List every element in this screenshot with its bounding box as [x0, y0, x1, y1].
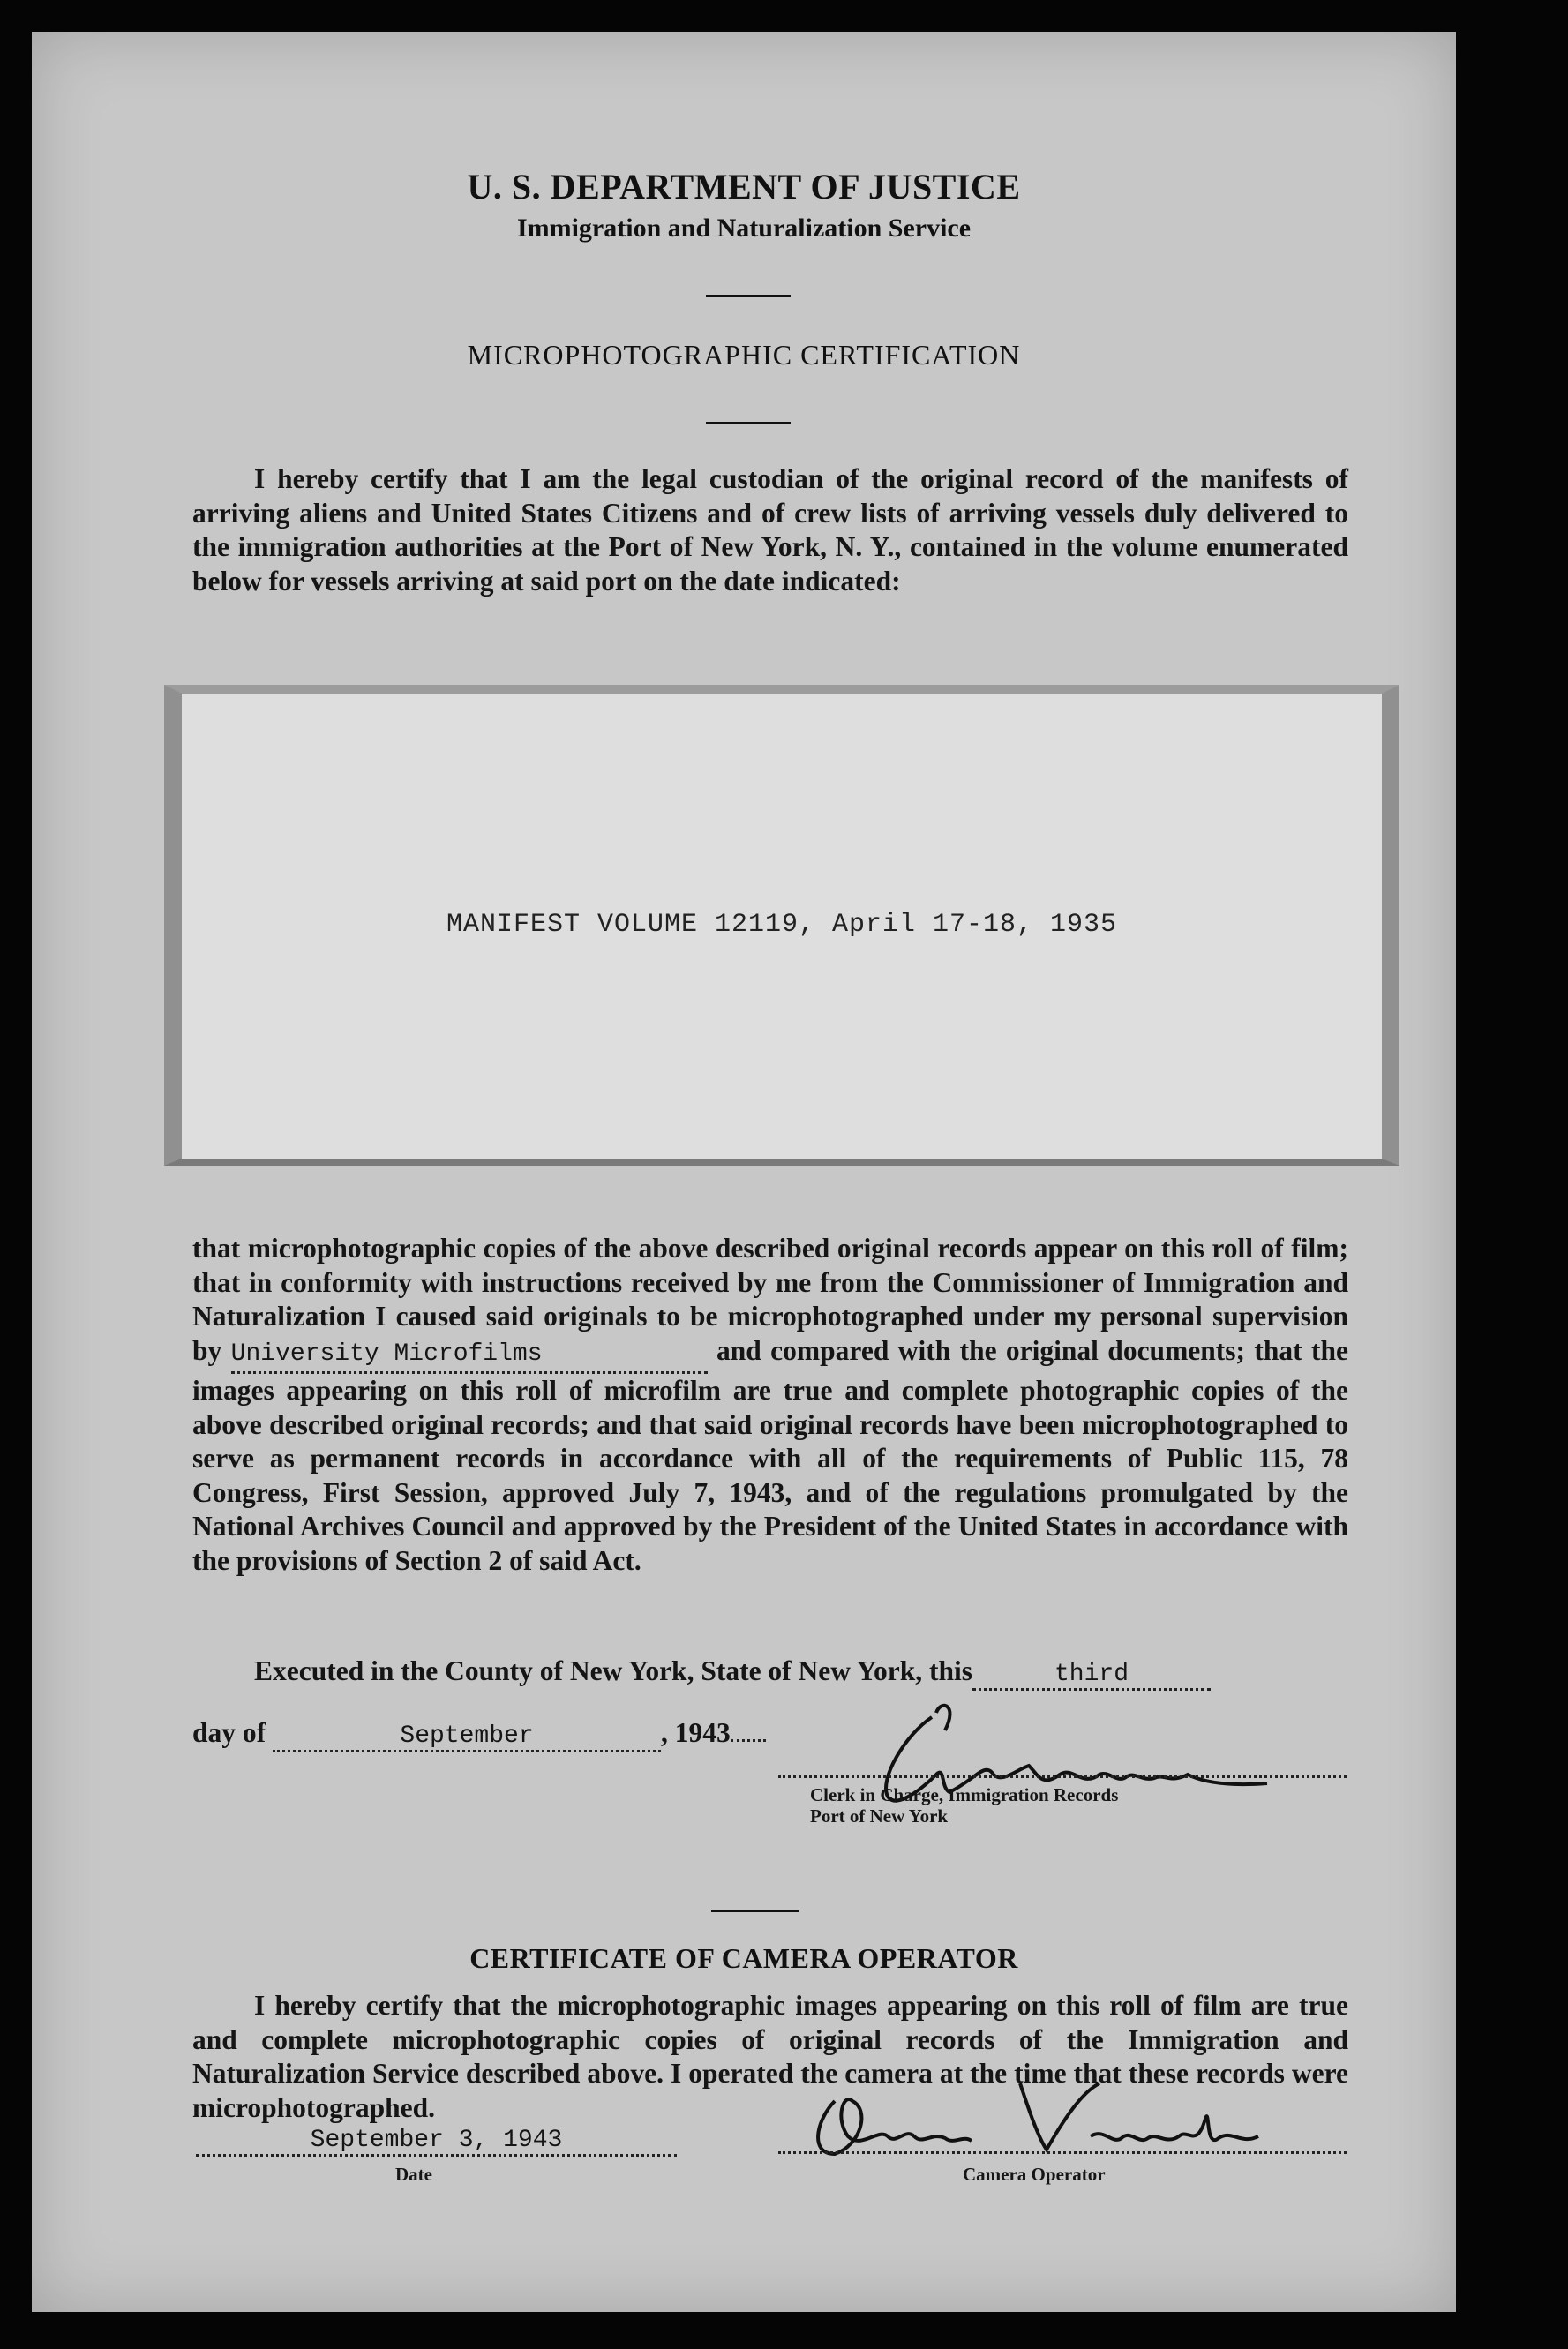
body-part1: that microphotographic copies of the above described original records appear on this roll of film; that in conformity with instructions received by me from the Commissioner of Immigration and Naturalization I caused said originals to be microphotographed under my personal supervision by: [192, 1233, 1348, 1366]
executed-prefix: Executed in the County of New York, State of New York, this: [254, 1655, 973, 1686]
executed-line: [254, 1655, 1348, 1691]
divider-section: [706, 422, 791, 424]
manifest-box: [164, 685, 1399, 1166]
intro-paragraph: [192, 462, 1348, 598]
body-part2: and compared with the original documents; that the images appearing on this roll of microfilm are true and complete photographic copies of the above described original records; and that said original records have been microphotographed to serve as permanent records in accordance with all of the requirements of Public 115, 78 Congress, First Session, approved July 7, 1943, and of the regulations promulgated by the National Archives Council and approved by the President of the United States in accordance with the provisions of Section 2 of said Act.: [192, 1334, 1349, 1576]
date-label: Date: [395, 2164, 432, 2185]
divider-top: [706, 295, 791, 297]
certificate-page: [32, 32, 1456, 2312]
clerk-title: [810, 1784, 1118, 1827]
clerk-title-line2: Port of New York: [810, 1805, 949, 1827]
section-title: MICROPHOTOGRAPHIC CERTIFICATION: [467, 339, 1021, 371]
camera-text: I hereby certify that the microphotographic images appearing on this roll of film are true and complete microphotographic copies of original records of the Immigration and Naturalization Service described above. I operated the camera at the time that these records were microphotographed.: [192, 1990, 1348, 2123]
supervisor-field: University Microfilms: [231, 1338, 708, 1375]
day-of-label: day of: [192, 1717, 266, 1748]
operator-signature: [799, 2066, 1294, 2172]
camera-date-value: September 3, 1943: [196, 2127, 677, 2157]
camera-date-field: [196, 2121, 677, 2157]
year-dots: [731, 1739, 766, 1742]
certification-body: [192, 1232, 1348, 1578]
department-title: U. S. DEPARTMENT OF JUSTICE: [467, 167, 1021, 206]
month-field: September: [273, 1722, 661, 1752]
service-subtitle: Immigration and Naturalization Service: [516, 214, 972, 243]
intro-text: I hereby certify that I am the legal custodian of the original record of the manifests of arriving aliens and United States Citizens and of crew lists of arriving vessels duly delivered to the immigration authorities at the Port of New York, N. Y., contained in the volume enumerated below for vessels arriving at said port on the date indicated:: [192, 463, 1348, 597]
clerk-title-line1: Clerk in Charge, Immigration Records: [810, 1784, 1119, 1805]
operator-label: Camera Operator: [963, 2164, 1106, 2185]
camera-heading: CERTIFICATE OF CAMERA OPERATOR: [469, 1942, 1018, 1974]
operator-signature-line: [778, 2151, 1347, 2154]
date-line: [192, 1717, 766, 1752]
manifest-volume-text: MANIFEST VOLUME 12119, April 17-18, 1935: [446, 910, 1118, 940]
divider-camera: [711, 1910, 799, 1912]
year-text: , 1943: [661, 1717, 731, 1748]
executed-day-field: third: [972, 1661, 1211, 1691]
clerk-signature-line: [778, 1775, 1347, 1778]
